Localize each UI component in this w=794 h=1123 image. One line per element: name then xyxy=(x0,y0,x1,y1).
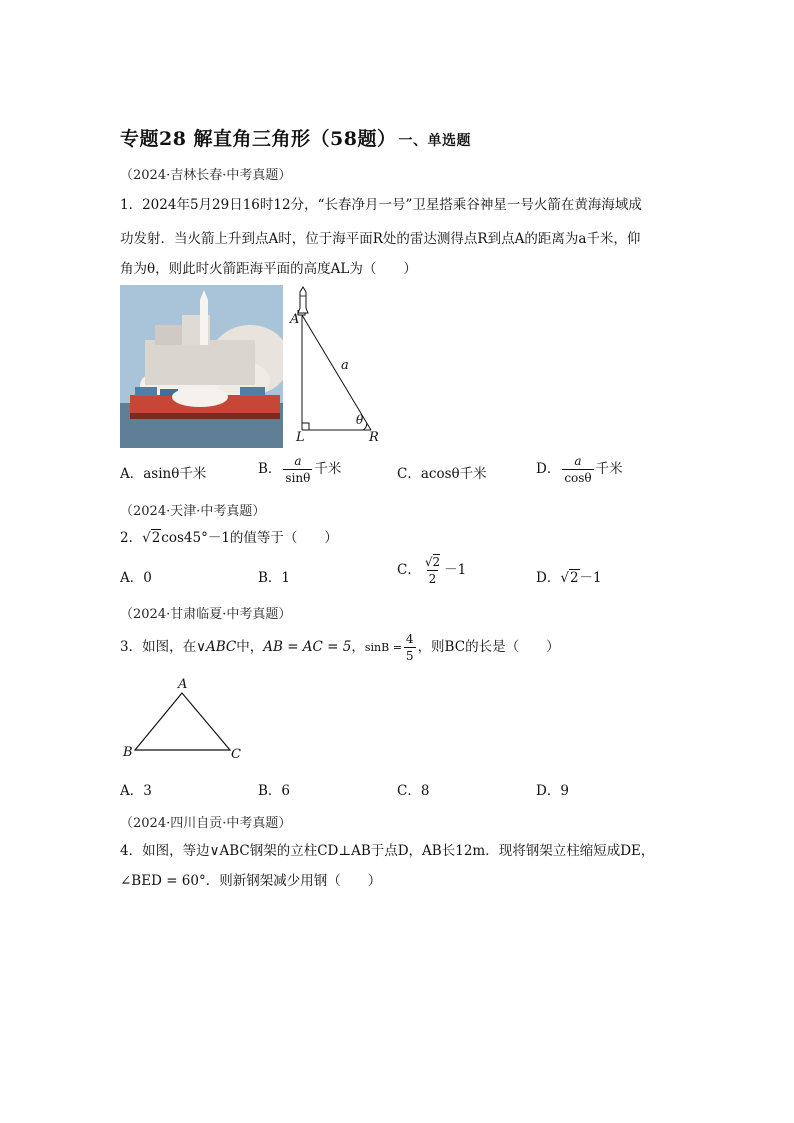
q1-line1: 1．2024年5月29日16时12分，“长春净月一号”卫星搭乘谷神星一号火箭在黄海海域成 xyxy=(120,197,642,213)
q2-option-d: D．√2－1 xyxy=(536,570,602,586)
q1-label-R: R xyxy=(369,430,379,445)
q4-line1: 4．如图，等边∨ABC钢架的立柱CD⊥AB于点D，AB长12m．现将钢架立柱缩短成DE， xyxy=(120,843,655,859)
q1-label-A: A xyxy=(290,312,300,327)
q3-option-d: D．9 xyxy=(536,783,569,799)
q2-option-c: C． $\frac{√2}{2}$ －1 xyxy=(397,555,467,586)
q3-label-A: A xyxy=(178,677,188,692)
title-main: 专题28 解直角三角形（58题） xyxy=(120,128,397,150)
q3-option-c: C．8 xyxy=(397,783,430,799)
q1-label-a: a xyxy=(341,358,349,373)
q3-label-C: C xyxy=(231,747,241,762)
q2-source: （2024·天津·中考真题） xyxy=(120,504,266,519)
q3-label-B: B xyxy=(123,745,133,760)
q1-source: （2024·吉林长春·中考真题） xyxy=(120,168,292,183)
q4-source: （2024·四川自贡·中考真题） xyxy=(120,816,292,831)
q1-line3: 角为θ，则此时火箭距海平面的高度AL为（ ） xyxy=(120,261,417,277)
q1-triangle-figure xyxy=(286,310,396,450)
q3-stem: 3．如图，在∨ABC中，AB = AC = 5，sinB = $\frac{4}{5}$ ，则BC的长是（ ） xyxy=(120,632,560,663)
q2-stem: 2．√2cos45°－1的值等于（ ） xyxy=(120,530,338,546)
q2-option-a: A．0 xyxy=(120,570,152,586)
section-heading: 一、单选题 xyxy=(398,133,471,149)
q1-label-L: L xyxy=(296,430,305,445)
q1-option-b: B． $\frac{a}{\sin\theta}$ 千米 xyxy=(258,454,342,485)
q3-triangle-figure xyxy=(130,690,240,755)
q2-option-b: B．1 xyxy=(258,570,291,586)
q1-option-c: C．acosθ千米 xyxy=(397,466,487,482)
q1-option-a: A．asinθ千米 xyxy=(120,466,207,482)
q3-option-b: B．6 xyxy=(258,783,291,799)
rocket-launch-photo xyxy=(120,285,283,448)
q1-label-theta: θ xyxy=(356,413,364,427)
q1-line2: 功发射．当火箭上升到点A时，位于海平面R处的雷达测得点R到点A的距离为a千米，仰 xyxy=(120,231,641,247)
q4-line2: ∠BED = 60°．则新钢架减少用钢（ ） xyxy=(120,873,382,889)
q1-option-d: D． $\frac{a}{\cos\theta}$ 千米 xyxy=(536,454,623,485)
page-title xyxy=(120,124,471,151)
q3-option-a: A．3 xyxy=(120,783,152,799)
q3-source: （2024·甘肃临夏·中考真题） xyxy=(120,607,292,622)
